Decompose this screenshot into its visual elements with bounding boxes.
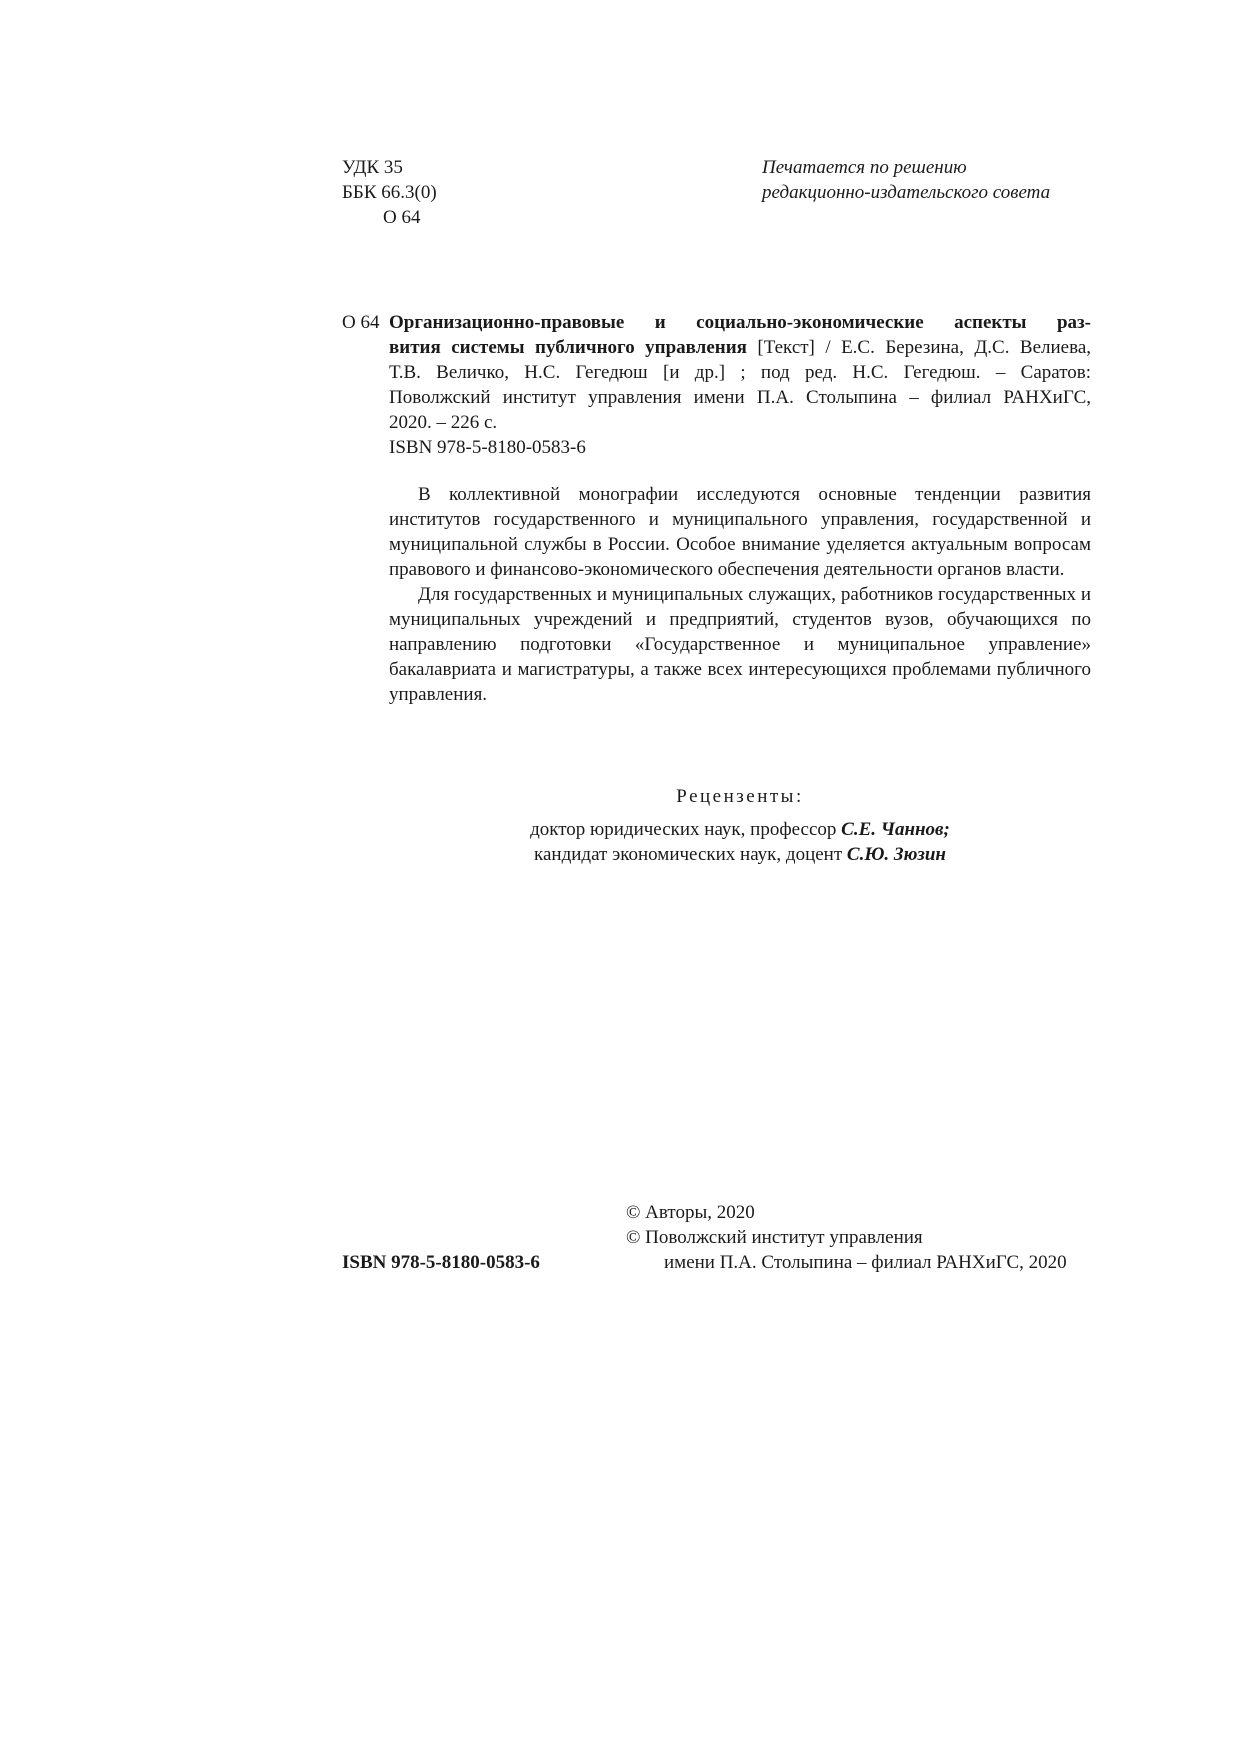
entry-line-5: 2020. – 226 с. — [389, 412, 498, 433]
abstract-paragraph-1: В коллективной монографии исследуются основные тенденции развития институтов государственного и муниципального управления, государственной и муниципальной службы в России. Особое внимание уделяется актуальным вопросам правового и финансово-экономического обеспечения деятельности органов власти. — [389, 484, 1091, 580]
entry-line-2 — [389, 335, 1091, 360]
author-mark: О 64 — [383, 207, 421, 228]
copyright-block — [626, 1200, 1067, 1275]
entry-isbn: ISBN 978-5-8180-0583-6 — [389, 437, 586, 458]
entry-title-part-1: Организационно-правовые и социально-экономические аспекты раз- — [389, 312, 1091, 333]
entry-title-part-2: вития системы публичного управления — [389, 337, 747, 358]
reviewer-1-name: С.Е. Чаннов; — [841, 819, 950, 840]
reviewer-1-prefix: доктор юридических наук, профессор — [530, 819, 842, 840]
entry-code: О 64 — [342, 312, 380, 333]
reviewer-2-name: С.Ю. Зюзин — [846, 844, 946, 865]
footer-isbn: ISBN 978-5-8180-0583-6 — [342, 1252, 540, 1273]
reviewers-title: Рецензенты: — [676, 786, 804, 807]
reviewer-2-prefix: кандидат экономических наук, доцент — [534, 844, 847, 865]
copyright-line-3: имени П.А. Столыпина – филиал РАНХиГС, 2020 — [664, 1252, 1067, 1273]
reviewer-1 — [389, 817, 1091, 842]
entry-line-3: Т.В. Величко, Н.С. Гегедюш [и др.] ; под ред. Н.С. Гегедюш. – Саратов: — [389, 362, 1091, 383]
entry-line-4: Поволжский институт управления имени П.А. Столыпина – филиал РАНХиГС, — [389, 387, 1091, 408]
entry-continued — [389, 335, 1091, 460]
print-decision-note — [762, 155, 1050, 205]
abstract — [389, 482, 1091, 707]
reviewer-2 — [389, 842, 1091, 867]
print-decision-line-1: Печатается по решению — [762, 157, 967, 178]
entry-title-line-1 — [389, 310, 1091, 335]
print-decision-line-2: редакционно-издательского совета — [762, 182, 1051, 203]
abstract-paragraph-2: Для государственных и муниципальных служащих, работников государственных и муниципальных учреждений и предприятий, студентов вузов, обучающихся по направлению подготовки «Государственное и муниципальное управление» бакалавриата и магистратуры, а также всех интересующихся проблемами публичного управления. — [389, 584, 1091, 705]
copyright-line-2: © Поволжский институт управления — [626, 1227, 923, 1248]
copyright-line-1: © Авторы, 2020 — [626, 1202, 755, 1223]
bibliographic-entry — [389, 310, 1091, 335]
reviewers-block — [389, 784, 1091, 867]
bbk-code: ББК 66.3(0) — [342, 182, 437, 203]
entry-text-1: [Текст] / Е.С. Березина, Д.С. Велиева, — [746, 337, 1092, 358]
classification-codes — [342, 155, 437, 230]
udk-code: УДК 35 — [342, 157, 403, 178]
